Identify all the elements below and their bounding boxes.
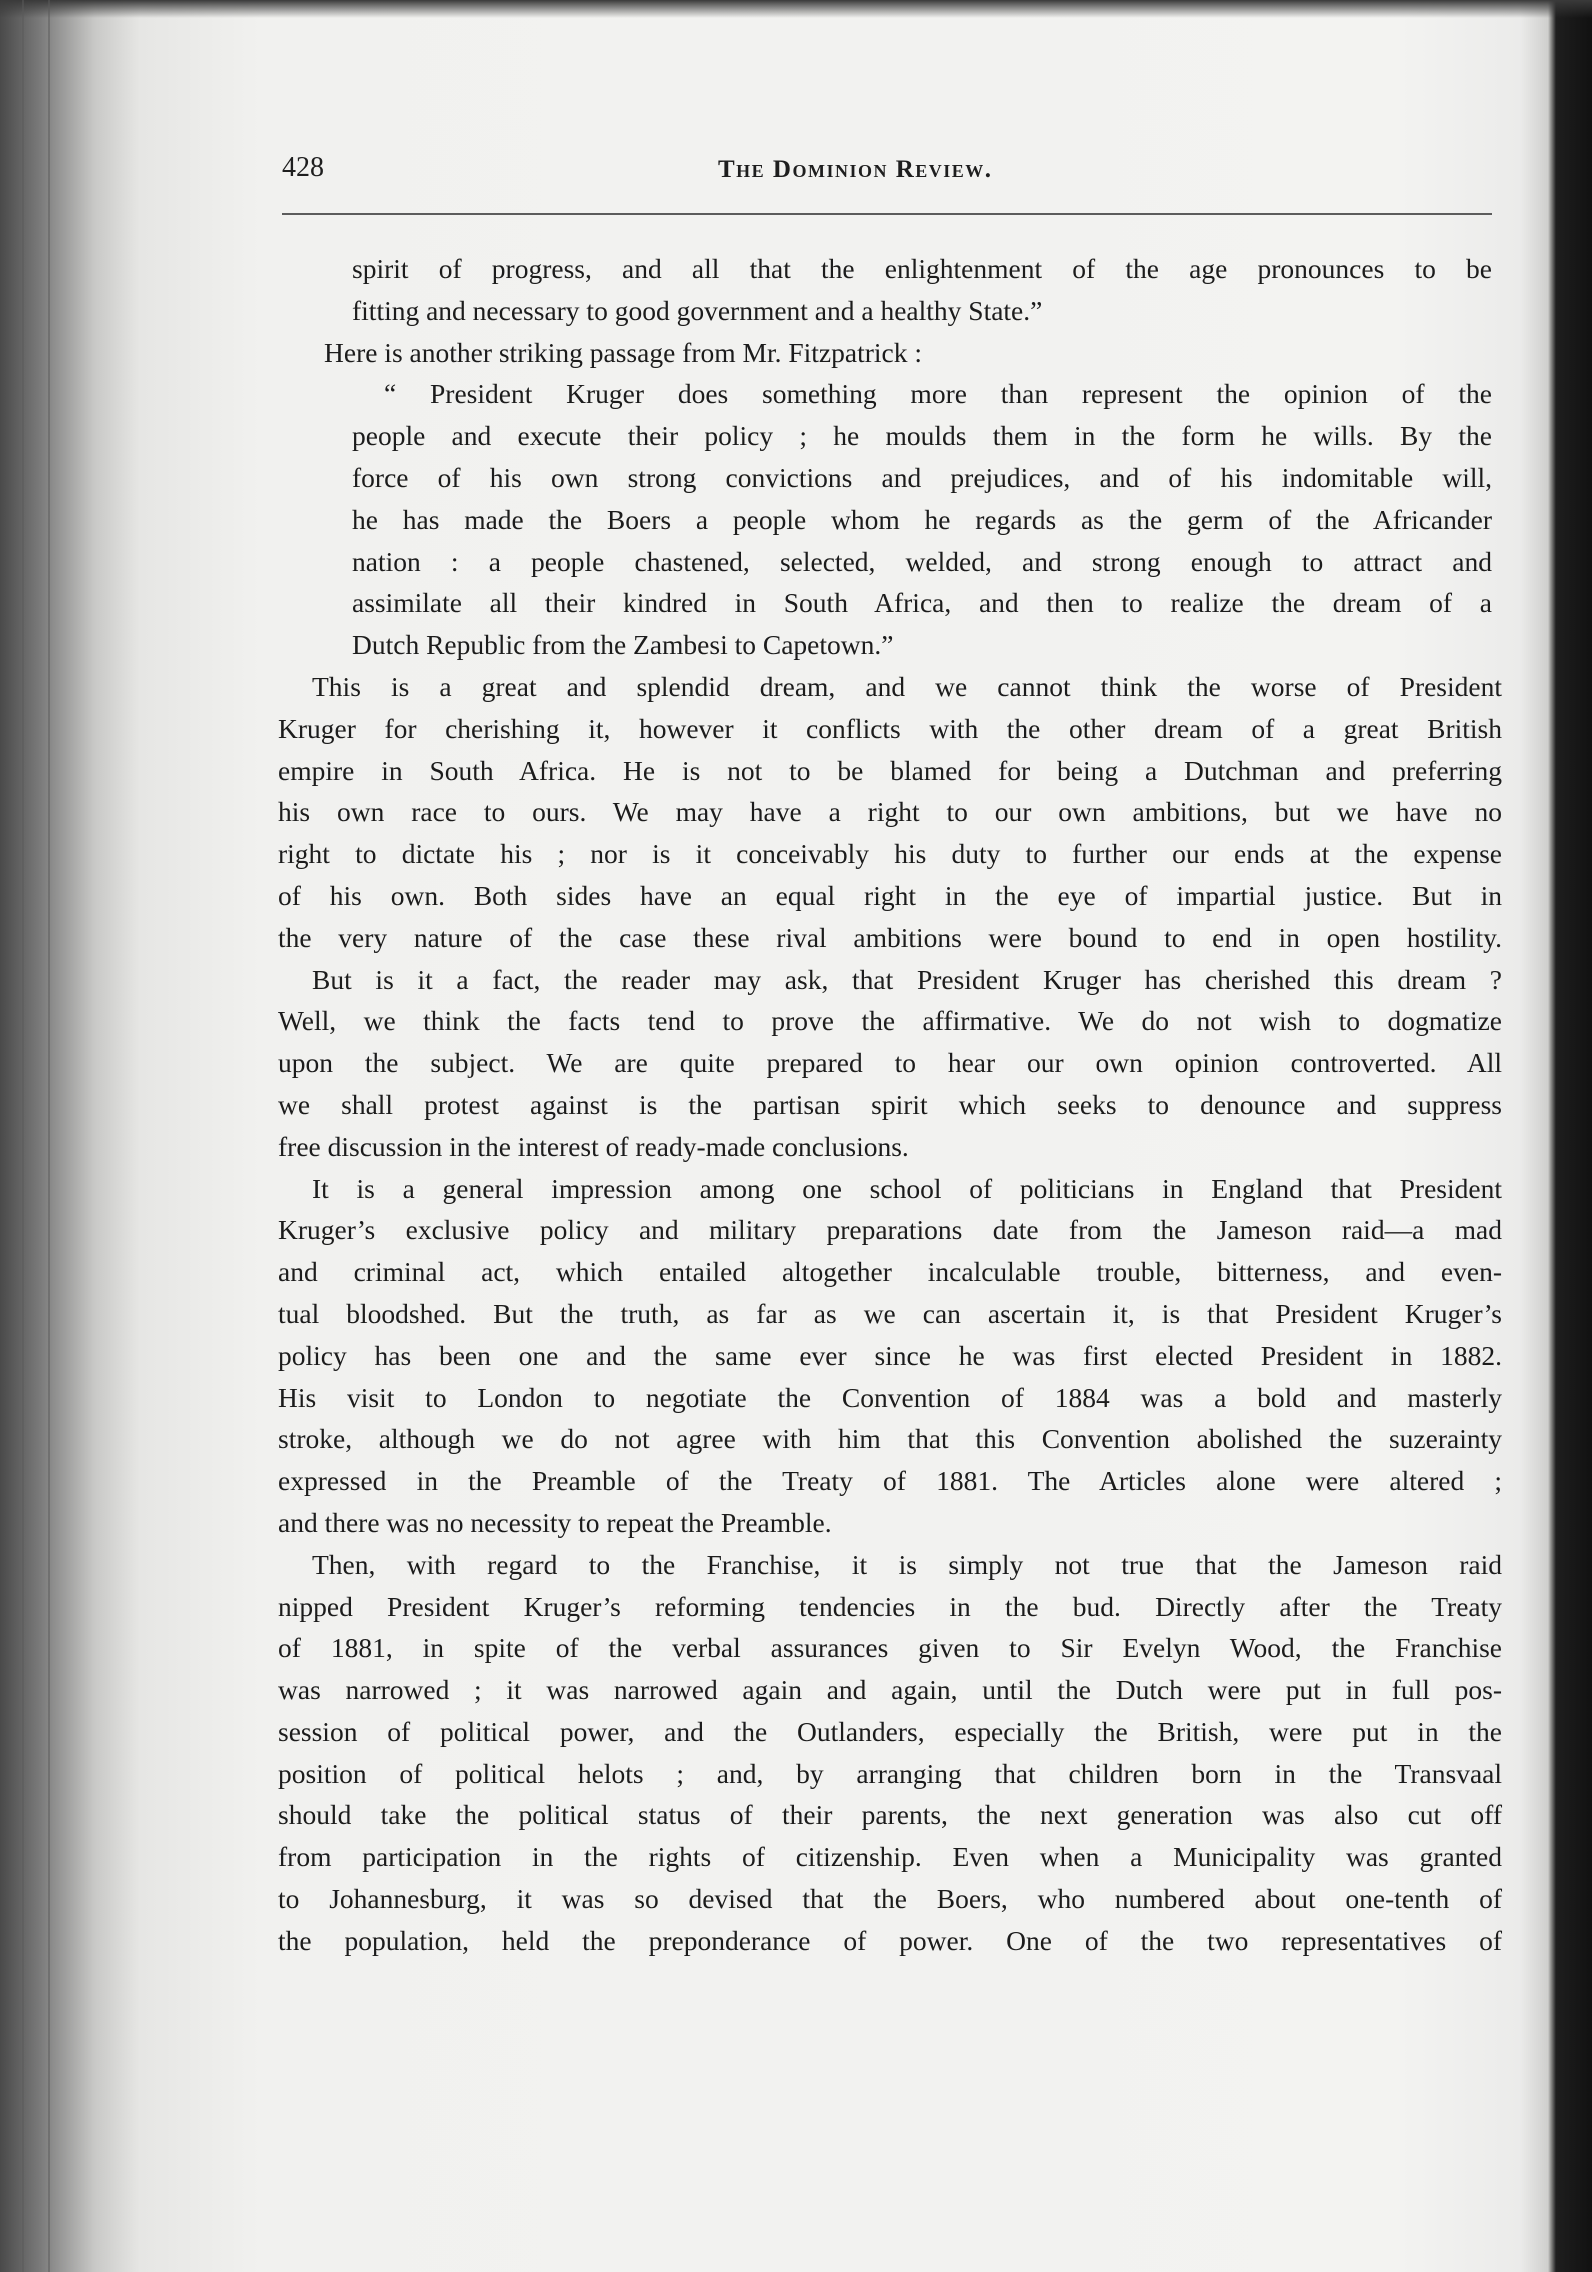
text-line: upon the subject. We are quite prepared to hear our own opinion controverted. All (278, 1047, 1502, 1079)
text-line: nipped President Kruger’s reforming tendencies in the bud. Directly after the Treaty (278, 1590, 1502, 1622)
text-line: tual bloodshed. But the truth, as far as we can ascertain it, is that President Kruger’s (278, 1297, 1502, 1329)
text-line: we shall protest against is the partisan spirit which seeks to denounce and suppress (278, 1088, 1502, 1120)
text-line: of 1881, in spite of the verbal assurances given to Sir Evelyn Wood, the Franchise (278, 1632, 1502, 1664)
text-line: assimilate all their kindred in South Africa, and then to realize the dream of a (352, 587, 1492, 619)
text-line: stroke, although we do not agree with him that this Convention abolished the suzerainty (278, 1423, 1502, 1455)
text-line: free discussion in the interest of ready-made conclusions. (278, 1130, 909, 1162)
running-head (282, 152, 1488, 196)
text-line: and there was no necessity to repeat the Preamble. (278, 1506, 832, 1538)
text-line: spirit of progress, and all that the enlightenment of the age pronounces to be (352, 253, 1492, 284)
text-line: and criminal act, which entailed altogether incalculable trouble, bitterness, and even- (278, 1256, 1502, 1288)
text-line: should take the political status of their parents, the next generation was also cut off (278, 1799, 1502, 1831)
text-line: session of political power, and the Outlanders, especially the British, were put in the (278, 1715, 1502, 1747)
text-line: position of political helots ; and, by arranging that children born in the Transvaal (278, 1757, 1502, 1789)
text-line: His visit to London to negotiate the Convention of 1884 was a bold and masterly (278, 1381, 1502, 1413)
text-line: empire in South Africa. He is not to be blamed for being a Dutchman and preferring (278, 754, 1502, 786)
text-line: of his own. Both sides have an equal right in the eye of impartial justice. But in (278, 879, 1502, 911)
text-line: This is a great and splendid dream, and we cannot think the worse of President (312, 670, 1502, 702)
text-line: Well, we think the facts tend to prove the affirmative. We do not wish to dogmatize (278, 1005, 1502, 1037)
text-line: his own race to ours. We may have a right to our own ambitions, but we have no (278, 796, 1502, 828)
text-line: force of his own strong convictions and prejudices, and of his indomitable will, (352, 461, 1492, 493)
text-line: Here is another striking passage from Mr. Fitzpatrick : (324, 336, 922, 368)
binding-gutter-line (22, 0, 24, 2272)
text-line: Kruger’s exclusive policy and military preparations date from the Jameson raid—a mad (278, 1214, 1502, 1246)
text-line: to Johannesburg, it was so devised that the Boers, who numbered about one-tenth of (278, 1883, 1502, 1915)
text-line: the very nature of the case these rival ambitions were bound to end in open hostility. (278, 921, 1502, 953)
text-line: nation : a people chastened, selected, welded, and strong enough to attract and (352, 545, 1492, 577)
text-line: It is a general impression among one school of politicians in England that President (312, 1172, 1502, 1204)
page-top-shadow (0, 0, 1592, 18)
text-line: Dutch Republic from the Zambesi to Capetown.” (352, 629, 894, 661)
binding-gutter-line (48, 0, 50, 2272)
text-line: “ President Kruger does something more than represent the opinion of the (384, 378, 1492, 410)
text-line: But is it a fact, the reader may ask, that President Kruger has cherished this dream ? (312, 963, 1502, 995)
text-line: Then, with regard to the Franchise, it is simply not true that the Jameson raid (312, 1548, 1502, 1580)
text-line: policy has been one and the same ever since he was first elected President in 1882. (278, 1339, 1502, 1371)
text-line: people and execute their policy ; he moulds them in the form he wills. By the (352, 420, 1492, 452)
text-line: he has made the Boers a people whom he regards as the germ of the Africander (352, 503, 1492, 535)
header-rule (282, 213, 1492, 215)
body-text (272, 248, 1502, 1962)
text-line: right to dictate his ; nor is it conceivably his duty to further our ends at the expense (278, 838, 1502, 870)
text-line: from participation in the rights of citizenship. Even when a Municipality was granted (278, 1841, 1502, 1873)
text-line: fitting and necessary to good government and a healthy State.” (352, 294, 1043, 326)
text-line: the population, held the preponderance of power. One of the two representatives of (278, 1924, 1502, 1956)
journal-title: The Dominion Review. (718, 156, 993, 183)
text-line: Kruger for cherishing it, however it conflicts with the other dream of a great British (278, 712, 1502, 744)
text-line: expressed in the Preamble of the Treaty of 1881. The Articles alone were altered ; (278, 1465, 1502, 1497)
page-number: 428 (282, 152, 324, 183)
text-line: was narrowed ; it was narrowed again and again, until the Dutch were put in full pos- (278, 1674, 1502, 1706)
